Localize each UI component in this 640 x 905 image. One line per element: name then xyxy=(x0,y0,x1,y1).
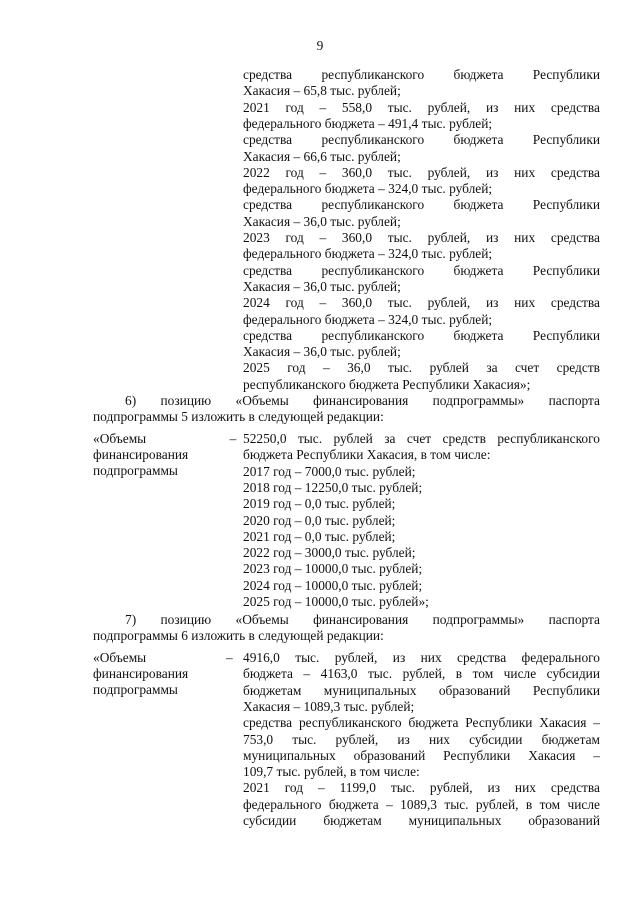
block-top-line: Хакасия – 66,6 тыс. рублей; xyxy=(243,148,401,164)
section-6-body-line: 2018 год – 12250,0 тыс. рублей; xyxy=(243,479,423,495)
block-top-line: средства республиканского бюджета Республики xyxy=(243,132,600,148)
section-7-body-line: 2021 год – 1199,0 тыс. рублей, из них средства xyxy=(243,780,600,796)
section-7-body-line: муниципальных образований Республики Хакасия – xyxy=(243,747,600,763)
block-top-line: республиканского бюджета Республики Хакасия»; xyxy=(243,376,531,392)
section-7-body-line: субсидии бюджетам муниципальных образований xyxy=(243,813,600,828)
section-6-body-line: 2025 год – 10000,0 тыс. рублей»; xyxy=(243,594,429,609)
block-top-line: 2022 год – 360,0 тыс. рублей, из них средства xyxy=(243,164,600,180)
page-number: 9 xyxy=(316,38,324,53)
item-7-line-1: 7) позицию «Объемы финансирования подпрограммы» паспорта xyxy=(125,612,600,627)
section-7-body-line: 109,7 тыс. рублей, в том числе: xyxy=(243,764,420,780)
block-top-line: федерального бюджета – 324,0 тыс. рублей; xyxy=(243,181,493,197)
block-top-line: средства республиканского бюджета Республики xyxy=(243,327,600,343)
item-7-line-2: подпрограммы 6 изложить в следующей редакции: xyxy=(93,628,384,643)
block-top-line: Хакасия – 36,0 тыс. рублей; xyxy=(243,278,401,294)
section-6-body-line: бюджета Республики Хакасия, в том числе: xyxy=(243,447,491,463)
block-top-line: федерального бюджета – 491,4 тыс. рублей; xyxy=(243,115,493,131)
block-top-line: средства республиканского бюджета Республики xyxy=(243,197,600,213)
block-top-line: федерального бюджета – 324,0 тыс. рублей; xyxy=(243,246,493,262)
section-7-body-line: 753,0 тыс. рублей, из них субсидии бюджетам xyxy=(243,731,600,747)
section-6-dash: – xyxy=(229,431,237,446)
section-7-body-line: федерального бюджета – 1089,3 тыс. рублей, в том числе xyxy=(243,796,600,812)
section-7-label-3: подпрограммы xyxy=(93,682,178,697)
section-6-body-line: 2017 год – 7000,0 тыс. рублей; xyxy=(243,463,416,479)
block-top-line: средства республиканского бюджета Республики xyxy=(243,262,600,278)
block-top-line: федерального бюджета – 324,0 тыс. рублей; xyxy=(243,311,493,327)
block-top-line: 2025 год – 36,0 тыс. рублей за счет средств xyxy=(243,360,600,376)
section-7-label-2: финансирования xyxy=(93,666,189,681)
item-6-line-2: подпрограммы 5 изложить в следующей редакции: xyxy=(93,409,384,424)
item-6-line-1: 6) позицию «Объемы финансирования подпрограммы» паспорта xyxy=(125,393,600,408)
section-6-body-line: 2023 год – 10000,0 тыс. рублей; xyxy=(243,561,423,577)
section-7-body-line: 4916,0 тыс. рублей, из них средства федерального xyxy=(243,650,600,665)
block-top-line: 2023 год – 360,0 тыс. рублей, из них средства xyxy=(243,230,600,245)
section-6-body-line: 2020 год – 0,0 тыс. рублей; xyxy=(243,512,396,528)
section-7-label-1: «Объемы xyxy=(93,650,147,665)
section-6-body-line: 2021 год – 0,0 тыс. рублей; xyxy=(243,528,396,544)
section-6-body-line: 52250,0 тыс. рублей за счет средств республиканского xyxy=(243,431,600,446)
section-6-label-1: «Объемы xyxy=(93,431,147,446)
section-6-body-line: 2019 год – 0,0 тыс. рублей; xyxy=(243,496,396,512)
block-top-line: средства республиканского бюджета Республики xyxy=(243,67,600,82)
section-6-label-2: финансирования xyxy=(93,447,189,462)
section-6-body-line: 2024 год – 10000,0 тыс. рублей; xyxy=(243,577,423,593)
section-6-label-3: подпрограммы xyxy=(93,463,178,478)
block-top-line: Хакасия – 36,0 тыс. рублей; xyxy=(243,344,401,360)
section-7-body-line: бюджетам муниципальных образований Республики xyxy=(243,682,600,698)
section-7-body-line: Хакасия – 1089,3 тыс. рублей; xyxy=(243,698,415,714)
section-7-body-line: средства республиканского бюджета Республики Хакасия – xyxy=(243,715,600,731)
section-6-body-line: 2022 год – 3000,0 тыс. рублей; xyxy=(243,545,416,561)
section-7-body-line: бюджета – 4163,0 тыс. рублей, в том числе субсидии xyxy=(243,666,600,682)
block-top-line: Хакасия – 36,0 тыс. рублей; xyxy=(243,213,401,229)
block-top-line: Хакасия – 65,8 тыс. рублей; xyxy=(243,83,401,99)
section-7-dash: – xyxy=(226,650,233,665)
block-top-line: 2021 год – 558,0 тыс. рублей, из них средства xyxy=(243,99,600,115)
block-top-line: 2024 год – 360,0 тыс. рублей, из них средства xyxy=(243,295,600,311)
